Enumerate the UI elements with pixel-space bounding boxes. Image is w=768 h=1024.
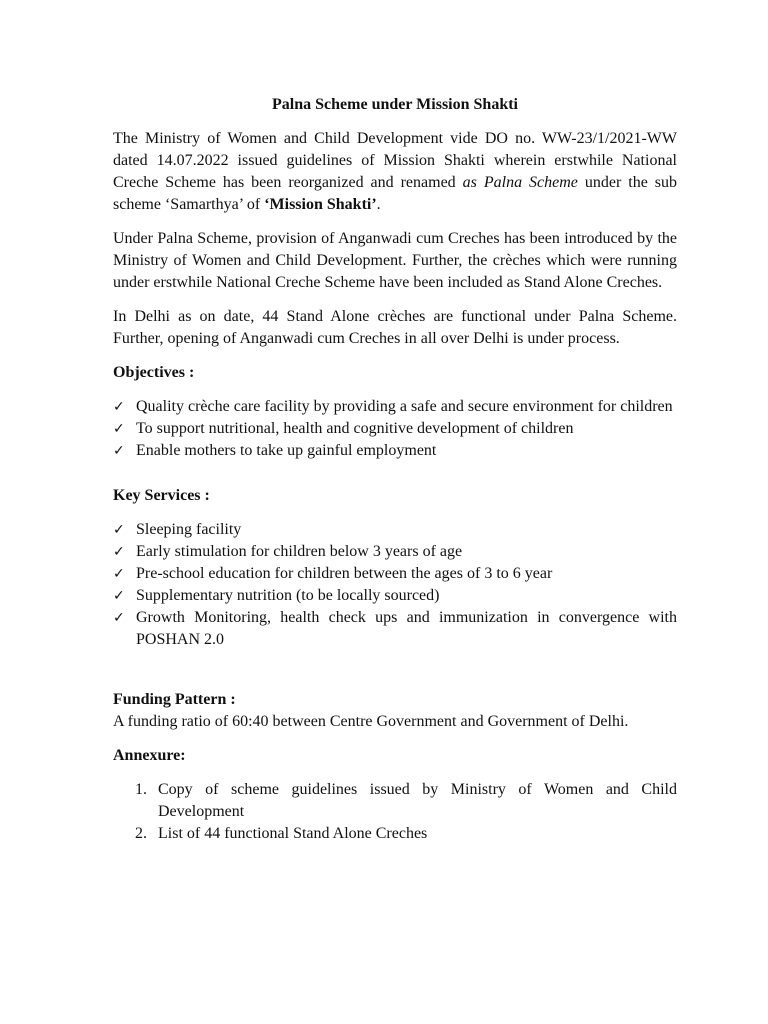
list-item [113,541,677,563]
objectives-heading: Objectives : [113,364,195,381]
checkmark-icon: ✓ [113,544,125,560]
list-item [113,396,677,418]
list-item [113,607,677,651]
list-item-text: List of 44 functional Stand Alone Creches [158,825,428,842]
delhi-status-paragraph: In Delhi as on date, 44 Stand Alone crèches are functional under Palna Scheme. Further, opening of Anganwadi cum Creches in all over Delhi is under process. [113,308,677,347]
intro-paragraph [113,128,677,216]
list-item [113,418,677,440]
funding-heading: Funding Pattern : [113,691,236,708]
list-item-text: Supplementary nutrition (to be locally sourced) [136,587,440,604]
key-services-list [113,519,677,651]
intro-text-1: The Ministry of Women and Child Development vide DO no. WW-23/1/2021-WW dated 14.07.2022 issued guidelines of Mission Shakti wherein erstwhile National Creche Scheme has been reorganized and renamed [113,130,677,191]
intro-italic-text: as Palna Scheme [462,174,578,191]
list-item-text: Pre-school education for children between the ages of 3 to 6 year [136,565,553,582]
intro-bold-text: ‘Mission Shakti’ [264,196,377,213]
list-number: 1. [135,781,147,798]
checkmark-icon: ✓ [113,522,125,538]
list-number: 2. [135,825,147,842]
annexure-list [113,779,677,845]
list-item [113,779,677,823]
checkmark-icon: ✓ [113,399,125,415]
checkmark-icon: ✓ [113,610,125,626]
list-item-text: Early stimulation for children below 3 years of age [136,543,463,560]
list-item-text: Sleeping facility [136,521,242,538]
list-item-text: Enable mothers to take up gainful employment [136,442,437,459]
funding-text: A funding ratio of 60:40 between Centre Government and Government of Delhi. [113,713,629,730]
checkmark-icon: ✓ [113,443,125,459]
intro-text-3: . [376,196,381,213]
list-item-text: Quality crèche care facility by providing a safe and secure environment for children [136,398,673,415]
document-page [113,94,677,845]
objectives-list [113,396,677,462]
checkmark-icon: ✓ [113,421,125,437]
annexure-heading: Annexure: [113,747,186,764]
document-title: Palna Scheme under Mission Shakti [272,96,518,113]
anganwadi-paragraph: Under Palna Scheme, provision of Anganwadi cum Creches has been introduced by the Ministry of Women and Child Development. Further, the crèches which were running under erstwhile National Creche Scheme have been included as Stand Alone Creches. [113,230,677,291]
list-item [113,585,677,607]
list-item [113,440,677,462]
key-services-heading: Key Services : [113,487,210,504]
list-item [113,519,677,541]
list-item-text: Growth Monitoring, health check ups and immunization in convergence with POSHAN 2.0 [136,609,677,648]
intro-text-2: under the sub scheme ‘Samarthya’ of [113,174,678,213]
list-item-text: To support nutritional, health and cognitive development of children [136,420,574,437]
checkmark-icon: ✓ [113,588,125,604]
list-item [113,563,677,585]
list-item-text: Copy of scheme guidelines issued by Ministry of Women and Child Development [158,781,677,820]
list-item [113,823,677,845]
checkmark-icon: ✓ [113,566,125,582]
